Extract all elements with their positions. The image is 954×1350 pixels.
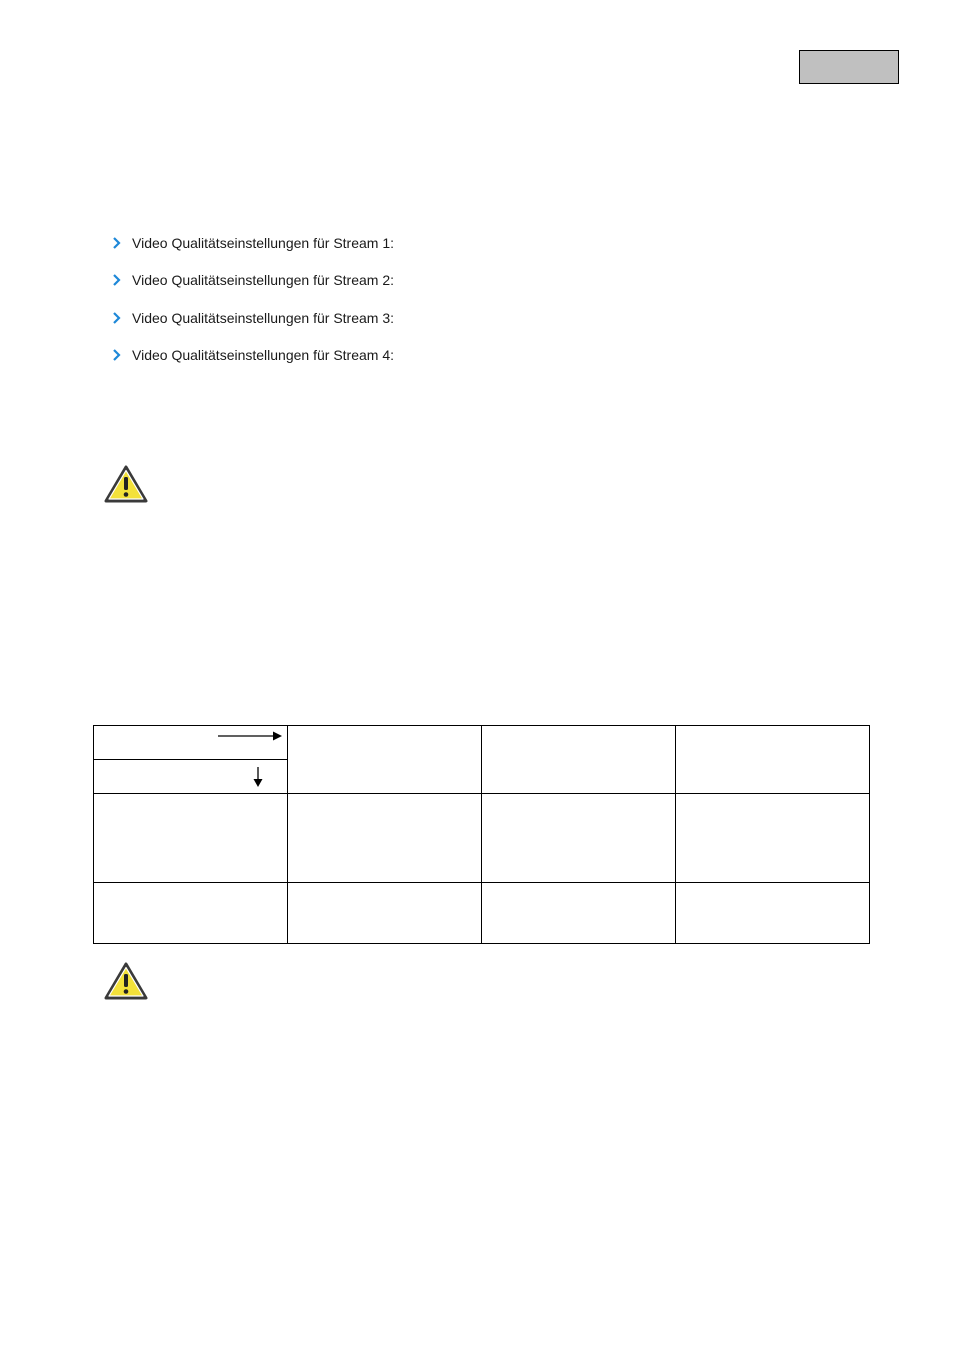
table-row-1-cell-4	[675, 793, 870, 883]
chevron-right-icon	[110, 273, 124, 287]
warning-icon	[103, 464, 149, 504]
table-header-cell-top	[93, 725, 288, 760]
table-row-2-cell-2	[287, 882, 482, 944]
stream-settings-link-4[interactable]	[110, 345, 394, 382]
stream-settings-label: Video Qualitätseinstellungen für Stream 1:	[132, 235, 395, 251]
table-row-2-cell-4	[675, 882, 870, 944]
chevron-right-icon	[110, 348, 124, 362]
stream-settings-label: Video Qualitätseinstellungen für Stream 4:	[132, 346, 395, 363]
stream-settings-link-1[interactable]	[110, 233, 394, 270]
table-row-1-cell-1	[93, 793, 288, 883]
arrow-down-icon	[251, 766, 265, 790]
chevron-right-icon	[110, 311, 124, 325]
warning-icon	[103, 961, 149, 1001]
stream-settings-list	[110, 233, 394, 382]
table-header-cell-bottom	[93, 759, 288, 794]
arrow-right-icon	[216, 729, 286, 743]
chevron-right-icon	[110, 236, 124, 250]
settings-table	[93, 725, 870, 944]
table-row-2-cell-1	[93, 882, 288, 944]
table-header-cell	[481, 725, 676, 794]
table-row-1-cell-3	[481, 793, 676, 883]
stream-settings-link-3[interactable]	[110, 308, 394, 345]
table-header-cell	[675, 725, 870, 794]
table-row-1-cell-2	[287, 793, 482, 883]
stream-settings-label: Video Qualitätseinstellungen für Stream 2:	[132, 272, 395, 289]
table-header-cell	[287, 725, 482, 794]
stream-settings-link-2[interactable]	[110, 270, 394, 307]
table-row-2-cell-3	[481, 882, 676, 944]
page-badge	[799, 50, 899, 84]
stream-settings-label: Video Qualitätseinstellungen für Stream 3:	[132, 309, 395, 326]
